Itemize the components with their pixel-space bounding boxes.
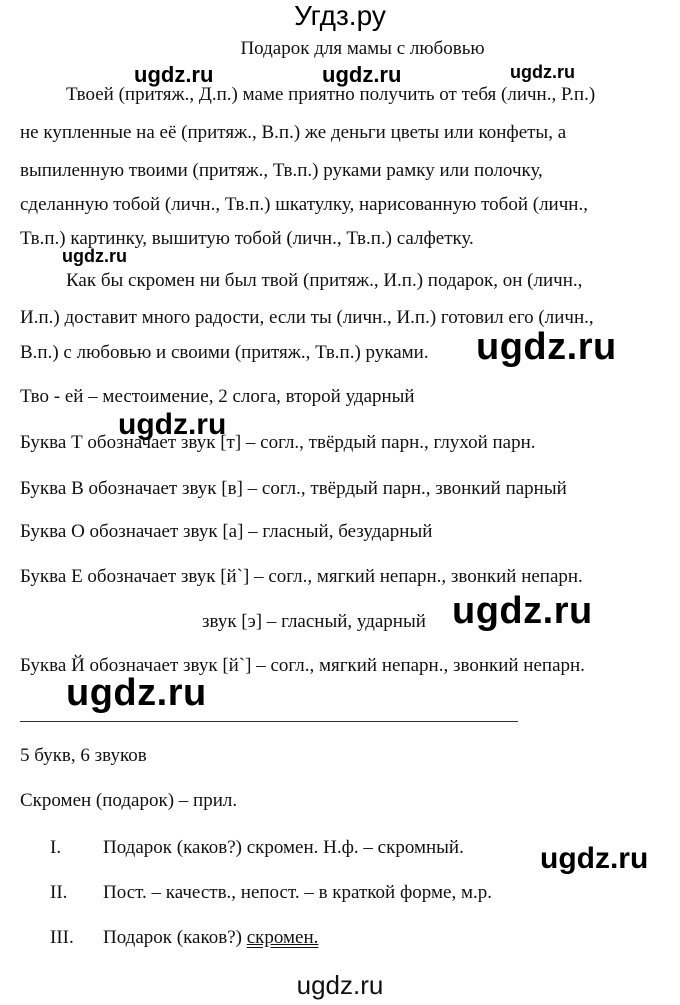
text-line: Буква Й обозначает звук [й`] – согл., мягкий непарн., звонкий непарн. [20, 655, 585, 676]
text-line: Пост. – качеств., непост. – в краткой форме, м.р. [103, 882, 492, 903]
text-line: Буква Т обозначает звук [т] – согл., твёрдый парн., глухой парн. [20, 432, 536, 453]
text-line: Тво - ей – местоимение, 2 слога, второй ударный [20, 386, 415, 407]
watermark: ugdz.ru [66, 672, 207, 714]
text-line: И.п.) доставит много радости, если ты (личн., И.п.) готовил его (личн., [20, 307, 594, 328]
watermark: ugdz.ru [510, 62, 575, 82]
roman-numeral: I. [50, 837, 62, 858]
footer-watermark: ugdz.ru [296, 970, 384, 1000]
divider [20, 721, 518, 722]
site-title: Угдз.ру [294, 0, 386, 31]
text-line: Буква В обозначает звук [в] – согл., твёрдый парн., звонкий парный [20, 478, 567, 499]
text-line [103, 927, 318, 949]
underlined-word: скромен. [246, 927, 319, 948]
text-line: выпиленную твоими (притяж., Тв.п.) руками рамку или полочку, [20, 160, 543, 181]
watermark: ugdz.ru [62, 246, 127, 266]
text-line: звук [э] – гласный, ударный [202, 611, 426, 632]
roman-numeral: II. [50, 882, 68, 903]
watermark: ugdz.ru [118, 408, 227, 441]
text-line: В.п.) с любовью и своими (притяж., Тв.п.) руками. [20, 342, 429, 363]
text-line: Как бы скромен ни был твой (притяж., И.п.) подарок, он (личн., [66, 270, 583, 291]
watermark: ugdz.ru [540, 842, 649, 875]
watermark: ugdz.ru [134, 62, 214, 87]
text-line: Твоей (притяж., Д.п.) маме приятно получить от тебя (личн., Р.п.) [66, 84, 596, 105]
text-line: Скромен (подарок) – прил. [20, 790, 238, 811]
roman-numeral: III. [50, 927, 74, 948]
text-line: Тв.п.) картинку, вышитую тобой (личн., Тв.п.) салфетку. [20, 228, 474, 249]
text-line: не купленные на её (притяж., В.п.) же деньги цветы или конфеты, а [20, 122, 567, 143]
watermark: ugdz.ru [322, 62, 402, 87]
watermark: ugdz.ru [476, 326, 617, 368]
text-line: Буква Е обозначает звук [й`] – согл., мягкий непарн., звонкий непарн. [20, 566, 583, 587]
document-title: Подарок для мамы с любовью [240, 38, 485, 59]
watermark: ugdz.ru [452, 590, 593, 632]
text-line: Подарок (каков?) скромен. Н.ф. – скромный. [103, 837, 464, 858]
text-line: Буква О обозначает звук [а] – гласный, безударный [20, 521, 433, 542]
text-line: сделанную тобой (личн., Тв.п.) шкатулку, нарисованную тобой (личн., [20, 194, 588, 215]
text-fragment: Подарок (каков?) [103, 927, 247, 948]
text-line: 5 букв, 6 звуков [20, 745, 147, 766]
